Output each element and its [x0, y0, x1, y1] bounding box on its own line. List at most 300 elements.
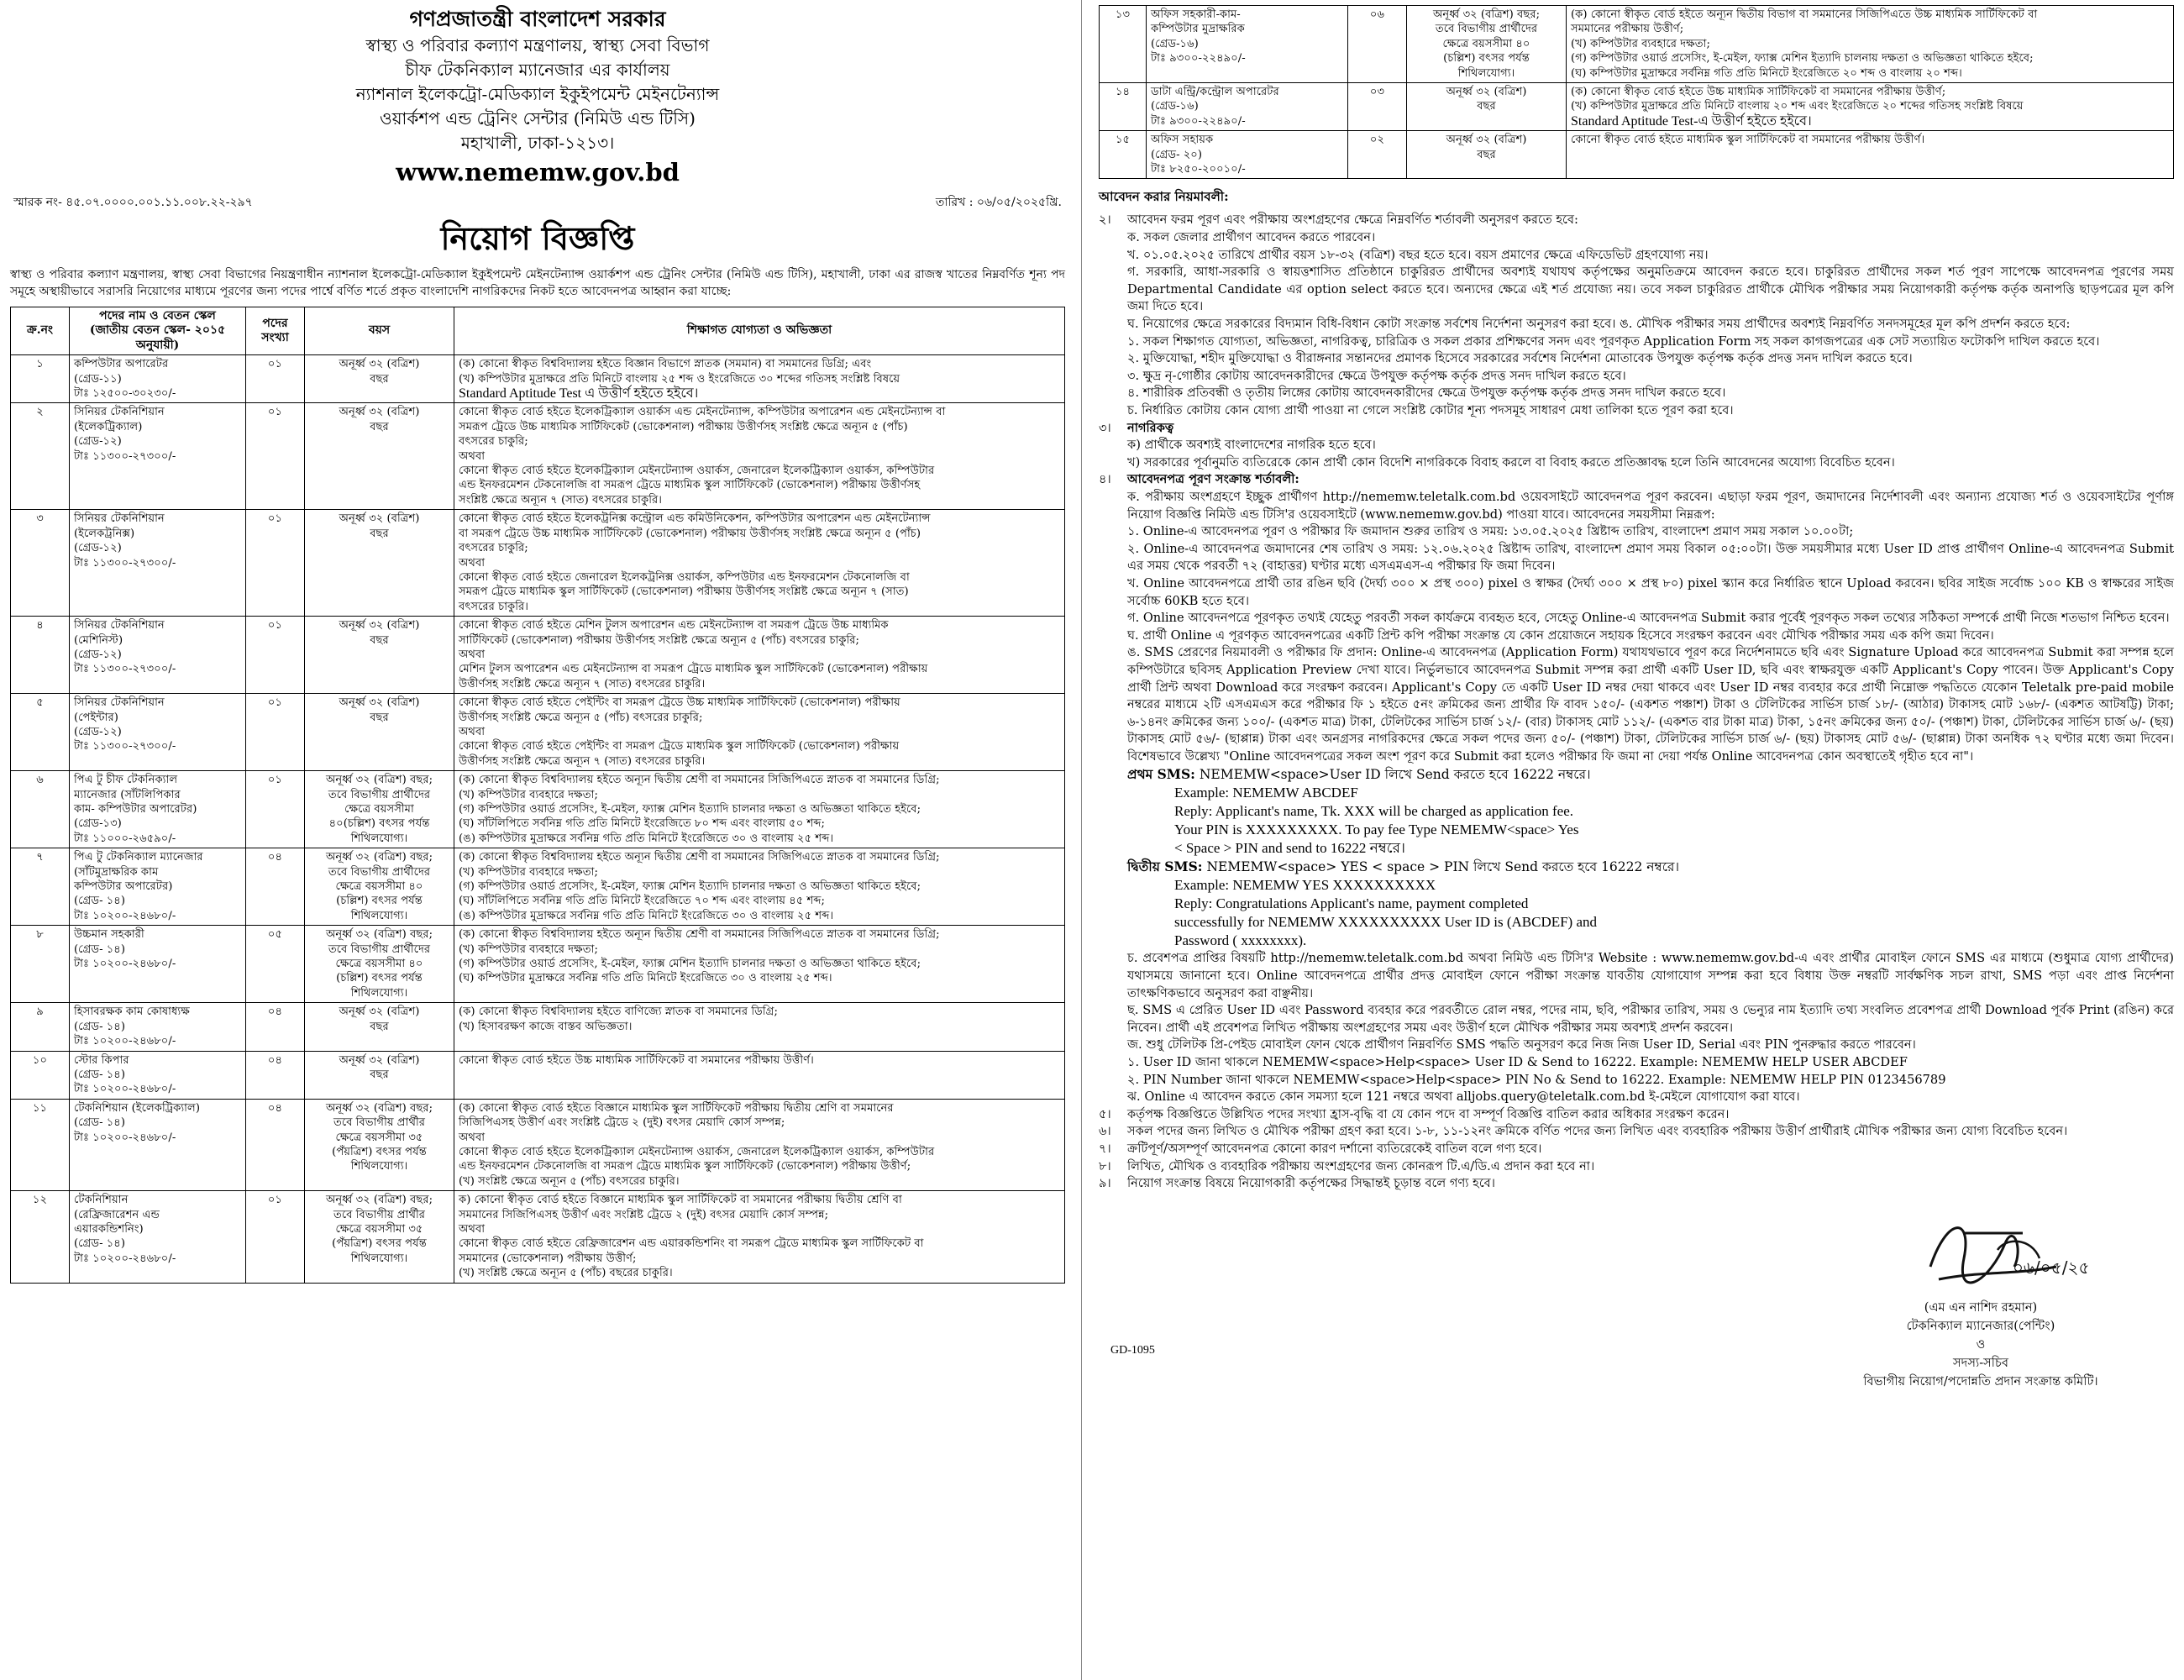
signatory-name: (এম এন নাশিদ রহমান): [1924, 1299, 2038, 1315]
office-line: চীফ টেকনিক্যাল ম্যানেজার এর কার্যালয়: [405, 60, 670, 80]
table-row: [11, 1003, 1065, 1051]
qual-line: কোনো স্বীকৃত বোর্ড হইতে পেইন্টিং বা সমরূপ ট্রেডে উচ্চ মাধ্যমিক সার্টিফিকেট (ভোকেশনাল) পরীক্ষায়: [459, 696, 900, 710]
rule-sub-item: ঙ. SMS প্রেরণের নিয়মাবলী ও পরীক্ষার ফি প্রদান: Online-এ আবেদনপত্র (Application Form) যথাযথভাবে পূরণ করে নির্দেশনামতে ছবি এবং Signature Upload করে আবেদনপত্র Submit করা সম্পন্ন হলে কম্পিউটারে ছবিসহ Application Preview দেখা যাবে। নির্ভুলভাবে আবেদনপত্র Submit সম্পন্ন করা প্রার্থী একটি User ID, ছবি এবং স্বাক্ষরযুক্ত একটি Applicant's Copy পাবেন। উক্ত Applicant's Copy প্রার্থী প্রিন্ট অথবা Download করে সংরক্ষণ করবেন। Applicant's Copy তে একটি User ID নম্বর দেয়া থাকবে এবং User ID নম্বর ব্যবহার করে প্রার্থী নিম্নোক্ত পদ্ধতিতে যেকোন Teletalk pre-paid mobile নম্বরের মাধ্যমে ২টি এসএমএস করে পরীক্ষার ফি ১ হইতে ৫নং ক্রমিকের জন্য প্রার্থীর ফি বাবদ ১৫০/- (একশত পঞ্চাশ) টাকা ও টেলিটকের সার্ভিস চার্জ ১৮/- (আঠার) টাকাসহ মোট ১৬৮/- (একশত আটষট্টি) টাকা; ৬-১৪নং ক্রমিকের জন্য ১০০/- (একশত মাত্র) টাকা, টেলিটকের সার্ভিস চার্জ ১২/- (বার) টাকাসহ মোট ১১২/- (একশত বার টাকা মাত্র) টাকা, ১৫নং ক্রমিকের জন্য ৫০/- (পঞ্চাশ) টাকা, টেলিটকের সার্ভিস চার্জ ৬/- (ছয়) টাকাসহ মোট ৫৬/- (ছাপ্পান্ন) টাকা এবং অনগ্রসর নাগরিকদের ক্ষেত্রে সকল পদের জন্য ৫০/- (পঞ্চাশ) টাকা, টেলিটকের সার্ভিস চার্জ ৬/- (ছয়) টাকাসহ মোট ৫৬/- (ছাপ্পান্ন) টাকা অনধিক ৭২ ঘণ্টার মধ্যে জমা দিবেন। বিশেষভাবে উল্লেখ্য "Online আবেদনপত্রের সকল অংশ পূরণ করে Submit করা হলেও পরীক্ষার ফি জমা না দেয়া পর্যন্ত Online আবেদনপত্র কোন অবস্থাতেই গৃহীত হবে না"।: [1127, 645, 2174, 764]
institute-line: ন্যাশনাল ইলেকট্রো-মেডিক্যাল ইকুইপমেন্ট মেইনটেন্যান্স: [355, 84, 720, 104]
qual-line: সার্টিফিকেট (ভোকেশনাল) পরীক্ষায় উত্তীর্ণসহ সংশ্লিষ্ট ক্ষেত্রে অন্যূন ৫ (পাঁচ) বৎসরের চাকুরি;: [459, 633, 859, 647]
post-line: টাঃ ১১০০০-২৬৫৯০/-: [74, 832, 176, 845]
qual-line: এন্ড ইনফরমেশন টেকনোলজি বা সমরূপ ট্রেডে মাধ্যমিক স্কুল সার্টিফিকেট (ভোকেশনাল) পরীক্ষায় উত্তীর্ণসহ: [459, 479, 921, 492]
row-count: ০৪: [246, 1099, 305, 1190]
row-post: [70, 694, 246, 771]
age-line: বছর: [370, 633, 389, 647]
qual-line: Standard Aptitude Test এ উত্তীর্ণ হইতে হইবে।: [459, 386, 699, 402]
row-qual: [454, 1003, 1065, 1051]
age-line: অনূর্ধ্ব ৩২ (বত্রিশ): [339, 619, 420, 633]
post-line: কম্পিউটার মুদ্রাক্ষরিক: [1151, 23, 1245, 36]
row-age: [305, 1051, 454, 1099]
col-sl: ক্র.নং: [11, 307, 70, 355]
qual-line: অথবা: [459, 556, 486, 570]
tail-rule: [1099, 1141, 2174, 1158]
age-line: অনূর্ধ্ব ৩২ (বত্রিশ): [1446, 134, 1527, 147]
age-line: ৪০(চল্লিশ) বৎসর পর্যন্ত: [328, 817, 430, 831]
qual-line: (ঘ) সাঁটলিপিতে সর্বনিম্ন গতি প্রতি মিনিটে ইংরেজিতে ৭০ শব্দ এবং বাংলায় ৪৫ শব্দ;: [459, 895, 826, 908]
row-count: ০২: [1348, 131, 1407, 179]
rule-sub-item: ২. মুক্তিযোদ্ধা, শহীদ মুক্তিযোদ্ধা ও বীরাঙ্গনার সন্তানদের প্রমাণক হিসেবে সরকারের সর্বশেষ নির্দেশনা মোতাবেক উপযুক্ত কর্তৃপক্ষ কর্তৃক প্রদত্ত সনদ দাখিল করতে হবে।: [1127, 351, 1913, 366]
post-line: পিএ টু চীফ টেকনিক্যাল: [74, 774, 178, 787]
post-line: (গ্রেড- ২০): [1151, 148, 1203, 161]
table-row: [11, 771, 1065, 848]
post-line: টাঃ ১১৩০০-২৭৩০০/-: [74, 663, 176, 676]
age-line: শিথিলযোগ্য।: [350, 1160, 408, 1173]
qual-line: অথবা: [459, 1131, 486, 1144]
row-sl: ২: [11, 403, 70, 510]
qual-line: অথবা: [459, 648, 486, 661]
second-sms: [1099, 858, 2174, 876]
rule-sub-item: খ) সরকারের পূর্বানুমতি ব্যতিরেকে কোন প্রার্থী কোন বিদেশি নাগরিককে বিবাহ করলে বা বিবাহ করতে প্রতিজ্ঞাবদ্ধ হলে তিনি আবেদনের অযোগ্য বিবেচিত হবেন।: [1127, 454, 1895, 470]
first-sms: [1099, 765, 2174, 784]
qual-line: (ক) কোনো স্বীকৃত বিশ্ববিদ্যালয় হইতে অন্যূন দ্বিতীয় শ্রেণী বা সমমানের সিজিপিএতে স্নাতক বা সমমানের ডিগ্রি;: [459, 851, 940, 864]
letterhead: [10, 5, 1065, 187]
jobs-table-body: [11, 355, 1065, 1283]
age-line: তবে বিভাগীয় প্রার্থীর: [333, 1208, 426, 1221]
post-line: (মেশিনিস্ট): [74, 633, 123, 647]
institute-line-2: ওয়ার্কশপ এন্ড ট্রেনিং সেন্টার (নিমিউ এন্ড টিসি): [380, 108, 696, 129]
row-sl: ৭: [11, 848, 70, 926]
row-post: [70, 1191, 246, 1283]
age-line: বছর: [370, 711, 389, 724]
rule-body: আবেদনপত্র পূরণ সংক্রান্ত শর্তাবলী:: [1127, 472, 1299, 487]
post-line: (গ্রেড- ১৪): [74, 942, 125, 956]
rule-sub-item: ১. Online-এ আবেদনপত্র পূরণ ও পরীক্ষার ফি জমাদান শুরুর তারিখ ও সময়: ১৩.০৫.২০২৫ খ্রিষ্টাব্দ তারিখ, বাংলাদেশ প্রমাণ সময় সকাল ১০.০০টা;: [1127, 524, 1854, 539]
qual-line: (ক) কোনো স্বীকৃত বোর্ড হইতে অন্যূন দ্বিতীয় বিভাগ বা সমমানের সিজিপিএতে উচ্চ মাধ্যমিক সার্টিফিকেট বা: [1571, 8, 2038, 21]
website: www.nememw.gov.bd: [396, 158, 680, 186]
qual-line: (ক) কোনো স্বীকৃত বোর্ড হইতে উচ্চ মাধ্যমিক সার্টিফিকেট বা সমমানের পরীক্ষায় উত্তীর্ণ;: [1571, 86, 1946, 99]
qual-line: (খ) কম্পিউটার ব্যবহারে দক্ষতা;: [1571, 37, 1710, 50]
row-qual: [454, 355, 1065, 403]
first-sms-text: NEMEMW<space>User ID লিখে Send করতে হবে 16222 নম্বরে।: [1199, 767, 1591, 783]
post-line: (গ্রেড- ১৪): [74, 895, 125, 908]
qual-line: সমরূপ ট্রেডে উচ্চ মাধ্যমিক সার্টিফিকেট (ভোকেশনাল) পরীক্ষায় উত্তীর্ণসহ সংশ্লিষ্ট ক্ষেত্রে অন্যূন ৫ (পাঁচ): [459, 420, 908, 433]
row-post: [70, 1003, 246, 1051]
row-sl: ৩: [11, 510, 70, 617]
post-line: (ইলেকট্রনিক্স): [74, 527, 135, 540]
qual-line: উত্তীর্ণসহ সংশ্লিষ্ট ক্ষেত্রে অন্যূন ৭ (সাত) বৎসরের চাকুরি।: [459, 677, 706, 690]
post-line: (গ্রেড- ১৪): [74, 1068, 125, 1081]
table-row: [11, 510, 1065, 617]
qual-line: কোনো স্বীকৃত বোর্ড হইতে মেশিন টুলস অপারেশন এন্ড মেইনটেন্যান্স বা সমরূপ ট্রেডে উচ্চ মাধ্যমিক: [459, 619, 889, 633]
qual-line: সিজিপিএসহ উত্তীর্ণ এবং সংশ্লিষ্ট ট্রেডে ২ (দুই) বৎসর মেয়াদি কোর্স সম্পন্ন;: [459, 1116, 785, 1130]
row-sl: ১০: [11, 1051, 70, 1099]
rule-sub-item: জ. শুধু টেলিটক প্রি-পেইড মোবাইল ফোন থেকে প্রার্থীগণ নিম্নবর্ণিত SMS পদ্ধতি অনুসরণ করে নিজ নিজ User ID, Serial এবং PIN পুনরুদ্ধার করতে পারবেন।: [1127, 1037, 1916, 1053]
row-sl: ১৩: [1100, 6, 1147, 83]
address-line: মহাখালী, ঢাকা-১২১৩।: [460, 133, 615, 153]
post-line: টাঃ ৯৩০০-২২৪৯০/-: [1151, 52, 1246, 66]
qual-line: (ক) কোনো স্বীকৃত বিশ্ববিদ্যালয় হইতে অন্যূন দ্বিতীয় শ্রেণী বা সমমানের সিজিপিএতে স্নাতক বা সমমানের ডিগ্রি;: [459, 928, 940, 942]
row-count: ০৬: [1348, 6, 1407, 83]
post-line: সিনিয়র টেকনিশিয়ান: [74, 406, 165, 419]
post-line: (গ্রেড-১২): [74, 725, 122, 738]
age-line: অনূর্ধ্ব ৩২ (বত্রিশ) বছর;: [325, 1194, 433, 1207]
post-line: (ইলেকট্রিক্যাল): [74, 420, 143, 433]
signatory-designation: টেকনিক্যাল ম্যানেজার(পেন্টিং): [1906, 1318, 2055, 1333]
qual-line: (ঘ) সাঁটলিপিতে সর্বনিম্ন গতি প্রতি মিনিটে ইংরেজিতে ৮০ শব্দ এবং বাংলায় ৫০ শব্দ;: [459, 817, 826, 831]
age-line: অনূর্ধ্ব ৩২ (বত্রিশ): [339, 1053, 420, 1067]
post-line: কম্পিউটার অপারেটর: [74, 358, 169, 371]
qual-line: সংশ্লিষ্ট ক্ষেত্রে অন্যূন ৭ (সাত) বৎসরের চাকুরি।: [459, 493, 662, 507]
post-line: (গ্রেড-১১): [74, 372, 122, 386]
row-count: ০৪: [246, 1051, 305, 1099]
post-line: (পেইন্টার): [74, 711, 118, 724]
right-column: [1099, 5, 2174, 1675]
age-line: (পঁয়ত্রিশ) বৎসর পর্যন্ত: [332, 1145, 427, 1158]
age-line: বছর: [1477, 148, 1496, 161]
qual-line: কোনো স্বীকৃত বোর্ড হইতে মাধ্যমিক স্কুল সার্টিফিকেট বা সমমানের পরীক্ষায় উত্তীর্ণ।: [1571, 134, 1925, 147]
post-line: টেকনিশিয়ান: [74, 1194, 129, 1207]
signature-date: ০৬/০৫/২৫: [2013, 1257, 2090, 1278]
row-qual: [454, 1051, 1065, 1099]
qual-line: (গ) কম্পিউটার ওয়ার্ড প্রসেসিং, ই-মেইল, ফ্যাক্স মেশিন ইত্যাদি চালনায় দক্ষতা ও অভিজ্ঞতা থাকিতে হইবে;: [1571, 52, 2034, 66]
row-post: [70, 1099, 246, 1190]
sms-line: Reply: Congratulations Applicant's name, payment completed: [1174, 895, 1529, 912]
post-line: স্টোর কিপার: [74, 1053, 129, 1067]
rule-num: ৬।: [1099, 1124, 1111, 1139]
row-post: [70, 403, 246, 510]
age-line: শিথিলযোগ্য।: [350, 832, 408, 845]
sms-line: successfully for NEMEMW XXXXXXXXXX User ID is (ABCDEF) and: [1174, 914, 1598, 931]
post-line: (গ্রেড-১৩): [74, 817, 122, 831]
qual-line: (গ) কম্পিউটার ওয়ার্ড প্রসেসিং, ই-মেইল, ফ্যাক্স মেশিন ইত্যাদি চালনার দক্ষতা ও অভিজ্ঞতা থাকিতে হইবে;: [459, 958, 921, 971]
post-line: টাঃ ৯৩০০-২২৪৯০/-: [1151, 114, 1246, 128]
post-line: (গ্রেড-১২): [74, 435, 122, 449]
qual-line: (ক) কোনো স্বীকৃত বিশ্ববিদ্যালয় হইতে বাণিজ্যে স্নাতক বা সমমানের ডিগ্রি;: [459, 1005, 778, 1019]
signatory-committee: বিভাগীয় নিয়োগ/পদোন্নতি প্রদান সংক্রান্ত কমিটি।: [1863, 1373, 2098, 1389]
sms-line: Example: NEMEMW ABCDEF: [1174, 785, 1358, 801]
age-line: তবে বিভাগীয় প্রার্থীর: [333, 1116, 426, 1130]
post-line: উচ্চমান সহকারী: [74, 928, 144, 942]
tail-rule: [1099, 1123, 2174, 1141]
qual-line: (খ) কম্পিউটার ব্যবহারে দক্ষতা;: [459, 942, 598, 956]
rule-sub-item: চ. প্রবেশপত্র প্রাপ্তির বিষয়টি http://nememw.teletalk.com.bd অথবা নিমিউ এন্ড টিসি'র Website : www.nememw.gov.bd-এ এবং প্রার্থীর মোবাইল ফোনে SMS এর মাধ্যমে (শুধুমাত্র যোগ্য প্রার্থীদের) যথাসময়ে জানানো হবে। Online আবেদনপত্রে প্রার্থীর প্রদত্ত মোবাইল ফোনে পরীক্ষা সংক্রান্ত যাবতীয় যোগাযোগ সম্পন্ন করা হবে বিধায় উক্ত নম্বরটি সার্বক্ষণিক সচল রাখা, SMS পড়া এবং প্রাপ্ত নির্দেশনা তাৎক্ষণিকভাবে অনুসরণ করা বাঞ্ছনীয়।: [1127, 951, 2174, 1000]
qual-line: (ক) কোনো স্বীকৃত বিশ্ববিদ্যালয় হইতে অন্যূন দ্বিতীয় শ্রেণী বা সমমানের সিজিপিএতে স্নাতক বা সমমানের ডিগ্রি;: [459, 774, 940, 787]
qual-line: বা সমরূপ ট্রেডে উচ্চ মাধ্যমিক সার্টিফিকেট (ভোকেশনাল) পরীক্ষায় উত্তীর্ণসহ সংশ্লিষ্ট ক্ষেত্রে অন্যূন ৫ (পাঁচ): [459, 527, 921, 540]
age-line: ক্ষেত্রে বয়সসীমা: [344, 803, 414, 816]
signatory-role: সদস্য-সচিব: [1953, 1355, 2008, 1370]
post-line: হিসাবরক্ষক কাম কোষাধ্যক্ষ: [74, 1005, 190, 1019]
age-line: তবে বিভাগীয় প্রার্থীদের: [1435, 23, 1538, 36]
age-line: তবে বিভাগীয় প্রার্থীদের: [328, 942, 431, 956]
row-qual: [454, 617, 1065, 694]
post-line: সিনিয়র টেকনিশিয়ান: [74, 512, 165, 526]
post-line: সিনিয়র টেকনিশিয়ান: [74, 696, 165, 710]
post-line: (সাঁটমুদ্রাক্ষরিক কাম: [74, 865, 159, 879]
qual-line: অথবা: [459, 449, 486, 463]
age-line: অনূর্ধ্ব ৩২ (বত্রিশ) বছর;: [325, 928, 433, 942]
rule-sub-item: ২. Online-এ আবেদনপত্র জমাদানের শেষ তারিখ ও সময়: ১২.০৬.২০২৫ খ্রিষ্টাব্দ তারিখ, বাংলাদেশ প্রমাণ সময় বিকাল ০৫:০০টা। উক্ত সময়সীমার মধ্যে User ID প্রাপ্ত প্রার্থীগণ Online-এ আবেদনপত্র Submit এর সময় থেকে পরবর্তী ৭২ (বাহাত্তর) ঘণ্টার মধ্যে এসএমএস-এ পরীক্ষার ফি জমা দিবেন।: [1127, 541, 2174, 574]
rule-sub-item: খ. Online আবেদনপত্রে প্রার্থী তার রঙিন ছবি (দৈর্ঘ্য ৩০০ × প্রস্থ ৩০০) pixel ও স্বাক্ষর (দৈর্ঘ্য ৩০০ × প্রস্থ ৮০) pixel স্ক্যান করে নির্ধারিত স্থানে Upload করবেন। ছবির সাইজ সর্বোচ্চ ১০০ KB ও স্বাক্ষরের সাইজ সর্বোচ্চ 60KB হতে হবে।: [1127, 575, 2174, 608]
age-line: (চল্লিশ) বৎসর পর্যন্ত: [336, 972, 423, 985]
age-line: (চল্লিশ) বৎসর পর্যন্ত: [1443, 52, 1530, 66]
row-qual: [1567, 83, 2174, 131]
row-post: [70, 848, 246, 926]
table-row: [11, 1191, 1065, 1283]
rule-3: [1099, 420, 2174, 438]
qual-line: উত্তীর্ণসহ সংশ্লিষ্ট ক্ষেত্রে অন্যূন ৫ (পাঁচ) বৎসরের চাকুরি;: [459, 711, 703, 724]
rule-sub-item: ৩. ক্ষুদ্র নৃ-গোষ্ঠীর কোটায় আবেদনকারীদের ক্ষেত্রে উপযুক্ত কর্তৃপক্ষ কর্তৃক প্রদত্ত সনদ দাখিল করতে হবে।: [1127, 368, 1626, 383]
rule-body: নাগরিকত্ব: [1127, 420, 1174, 435]
post-line: ম্যানেজার (সাঁটলিপিকার: [74, 788, 181, 801]
table-row: [11, 694, 1065, 771]
rule-sub-item: খ. ০১.০৫.২০২৫ তারিখে প্রার্থীর বয়স ১৮-৩২ (বত্রিশ) বছর হতে হবে। বয়স প্রমাণের ক্ষেত্রে এফিডেভিট গ্রহণযোগ্য নয়।: [1127, 247, 1709, 262]
age-line: অনূর্ধ্ব ৩২ (বত্রিশ): [339, 1005, 420, 1019]
table-row: [11, 1099, 1065, 1190]
row-count: ০১: [246, 355, 305, 403]
sms-line: Reply: Applicant's name, Tk. XXX will be charged as application fee.: [1174, 803, 1574, 820]
rule-sub-item: ক. সকল জেলার প্রার্থীগণ আবেদন করতে পারবেন।: [1127, 230, 1376, 245]
second-sms-label: দ্বিতীয় SMS:: [1127, 858, 1203, 875]
qual-line: সমমানের পরীক্ষায় উত্তীর্ণ;: [1571, 23, 1684, 36]
row-sl: ৫: [11, 694, 70, 771]
post-line: (গ্রেড- ১৪): [74, 1116, 125, 1130]
row-count: ০৫: [246, 926, 305, 1003]
signature-area: [1099, 1200, 2174, 1389]
tail-rule: [1099, 1106, 2174, 1124]
qual-line: অথবা: [459, 1222, 486, 1236]
row-post: [1147, 83, 1348, 131]
qual-line: সমমানের সিজিপিএসহ উত্তীর্ণ এবং সংশ্লিষ্ট ট্রেডে ২ (দুই) বৎসর মেয়াদি কোর্স সম্পন্ন;: [459, 1208, 829, 1221]
rule-body: লিখিত, মৌখিক ও ব্যবহারিক পরীক্ষায় অংশগ্রহণের জন্য কোনরূপ টি.এ/ডি.এ প্রদান করা হবে না।: [1127, 1158, 1595, 1173]
age-line: (চল্লিশ) বৎসর পর্যন্ত: [336, 895, 423, 908]
age-line: তবে বিভাগীয় প্রার্থীদের: [328, 788, 431, 801]
qual-line: (ঘ) কম্পিউটার মুদ্রাক্ষরে সর্বনিম্ন গতি প্রতি মিনিটে ইংরেজিতে ৩০ ও বাংলায় ২৫ শব্দ।: [459, 972, 832, 985]
rule-num: ২।: [1099, 213, 1111, 228]
post-line: (গ্রেড- ১৪): [74, 1237, 125, 1251]
jobs-table: [10, 307, 1065, 1284]
rule-body: নিয়োগ সংক্রান্ত বিষয়ে নিয়োগকারী কর্তৃপক্ষের সিদ্ধান্তই চূড়ান্ত বলে গণ্য হবে।: [1127, 1176, 1496, 1191]
table-row: [11, 926, 1065, 1003]
qual-line: কোনো স্বীকৃত বোর্ড হইতে উচ্চ মাধ্যমিক সার্টিফিকেট বা সমমানের পরীক্ষায় উত্তীর্ণ।: [459, 1053, 814, 1067]
row-count: ০১: [246, 617, 305, 694]
row-post: [70, 771, 246, 848]
tail-rule: [1099, 1158, 2174, 1176]
qual-line: (খ) কম্পিউটার মুদ্রাক্ষরে প্রতি মিনিটে বাংলায় ২০ শব্দ এবং ইংরেজিতে ২০ শব্দের গতিসহ সংশ্লিষ্ট বিষয়ে: [1571, 100, 2024, 113]
rule-sub-item: ক. পরীক্ষায় অংশগ্রহণে ইচ্ছুক প্রার্থীগণ http://nememw.teletalk.com.bd ওয়েবসাইটে আবেদনপত্র পূরণ করবেন। এছাড়া ফরম পূরণ, জমাদানের নির্দেশাবলী এবং অন্যান্য প্রযোজ্য শর্ত ও ওয়েবসাইটের পূর্ণাঙ্গ নিয়োগ বিজ্ঞপ্তি নিমিউ এন্ড টিসি'র ওয়েবসাইটে (www.nememw.gov.bd) পাওয়া যাবে। আবেদনের সময়সীমা নিম্নরূপ:: [1127, 489, 2174, 522]
tail-rules: [1099, 1106, 2174, 1193]
qual-line: (ক) কোনো স্বীকৃত বোর্ড হইতে বিজ্ঞানে মাধ্যমিক স্কুল সার্টিফিকেট পরীক্ষায় দ্বিতীয় শ্রেণি বা সমমানের: [459, 1101, 894, 1115]
qual-line: কোনো স্বীকৃত বোর্ড হইতে রেফ্রিজারেশন এন্ড এয়ারকন্ডিশনিং বা সমরূপ ট্রেডে মাধ্যমিক স্কুল সার্টিফিকেট বা: [459, 1237, 924, 1251]
rule-sub-item: ঘ. প্রার্থী Online এ পূরণকৃত আবেদনপত্রের একটি প্রিন্ট কপি পরীক্ষা সংক্রান্ত যে কোন প্রয়োজনে সহায়ক হিসেবে সংরক্ষণ করবেন এবং মৌখিক পরীক্ষার সময় এক কপি জমা দিবেন।: [1127, 627, 1994, 643]
sms-line: Password ( xxxxxxxx).: [1174, 932, 1307, 949]
qual-line: ক) কোনো স্বীকৃত বোর্ড হইতে বিজ্ঞানে মাধ্যমিক স্কুল সার্টিফিকেট বা সমমানের পরীক্ষায় দ্বিতীয় শ্রেণি বা: [459, 1194, 902, 1207]
table-row: [11, 403, 1065, 510]
post-line: টাঃ ১১৩০০-২৭৩০০/-: [74, 740, 176, 753]
row-age: [305, 403, 454, 510]
post-line: টাঃ ৮২৫০-২০০১০/-: [1151, 163, 1246, 176]
qual-line: সমমানের (ভোকেশনাল) পরীক্ষায় উত্তীর্ণ;: [459, 1252, 637, 1265]
row-age: [305, 926, 454, 1003]
rules-title: আবেদন করার নিয়মাবলী:: [1099, 189, 1229, 205]
col-qual: শিক্ষাগত যোগ্যতা ও অভিজ্ঞতা: [454, 307, 1065, 355]
post-line: কাম- কম্পিউটার অপারেটর): [74, 803, 197, 816]
second-sms-lines: [1099, 876, 2174, 950]
second-sms-text: NEMEMW<space> YES < space > PIN লিখে Send করতে হবে 16222 নম্বরে।: [1206, 859, 1679, 875]
rule-num: ৯।: [1099, 1176, 1111, 1191]
post-line: টাঃ ১১৩০০-২৭৩০০/-: [74, 556, 176, 570]
post-line: পিএ টু টেকনিক্যাল ম্যানেজার: [74, 851, 203, 864]
age-line: অনূর্ধ্ব ৩২ (বত্রিশ) বছর;: [1432, 8, 1541, 21]
rule-sub-item: গ. সরকারি, আধা-সরকারি ও স্বায়ত্তশাসিত প্রতিষ্ঠানে চাকুরিরত প্রার্থীদের অবশ্যই যথাযথ কর্তৃপক্ষের অনুমতিক্রমে আবেদন করতে হবে। চাকুরিরত প্রার্থীদের সকল শর্ত পূরণ সাপেক্ষে আবেদনপত্র পূরণের সময় Departmental Candidate এর option select করতে হবে। অন্যদের ক্ষেত্রে এই শর্ত প্রযোজ্য নয়। তবে সকল চাকুরিরত প্রার্থীকে মৌখিক পরীক্ষার সময় নিয়োগকারী কর্তৃপক্ষ কর্তৃক অনাপত্তি ছাড়পত্রের মূল কপি জমা দিতে হবে।: [1127, 265, 2175, 314]
row-post: [70, 510, 246, 617]
post-line: টাঃ ১০২০০-২৪৬৮০/-: [74, 909, 176, 922]
age-line: অনূর্ধ্ব ৩২ (বত্রিশ): [339, 696, 420, 710]
age-line: শিথিলযোগ্য।: [350, 909, 408, 922]
row-qual: [454, 848, 1065, 926]
qual-line: (গ) কম্পিউটার ওয়ার্ড প্রসেসিং, ই-মেইল, ফ্যাক্স মেশিন ইত্যাদি চালনার দক্ষতা ও অভিজ্ঞতা থাকিতে হইবে;: [459, 880, 921, 894]
age-line: বছর: [370, 372, 389, 386]
ministry-line: স্বাস্থ্য ও পরিবার কল্যাণ মন্ত্রণালয়, স্বাস্থ্য সেবা বিভাগ: [365, 35, 710, 55]
qual-line: বৎসরের চাকুরি;: [459, 542, 528, 555]
rule-num: ৪।: [1099, 472, 1111, 487]
age-line: ক্ষেত্রে বয়সসীমা ৪০: [1442, 37, 1530, 50]
row-age: [305, 510, 454, 617]
row-sl: ১৪: [1100, 83, 1147, 131]
post-line: (গ্রেড-১২): [74, 542, 122, 555]
row-age: [305, 1099, 454, 1190]
age-line: তবে বিভাগীয় প্রার্থীদের: [328, 865, 431, 879]
row-sl: ১: [11, 355, 70, 403]
rule-2: [1099, 212, 2174, 229]
footer-code: GD-1095: [1110, 1343, 1155, 1357]
row-count: ০১: [246, 510, 305, 617]
qual-line: (খ) সংশ্লিষ্ট ক্ষেত্রে অন্যূন ৫ (পাঁচ) বছরের চাকুরি।: [459, 1267, 673, 1280]
row-count: ০৪: [246, 1003, 305, 1051]
row-post: [70, 355, 246, 403]
jobs-table-continued: [1099, 5, 2174, 179]
age-line: ক্ষেত্রে বয়সসীমা ৩৫: [335, 1222, 423, 1236]
table-row: [11, 848, 1065, 926]
row-count: ০১: [246, 403, 305, 510]
qual-line: মেশিন টুলস অপারেশন এন্ড মেইনটেন্যান্স বা সমরূপ ট্রেডে মাধ্যমিক স্কুল সার্টিফিকেট (ভোকেশনাল) পরীক্ষায়: [459, 663, 928, 676]
age-line: শিথিলযোগ্য।: [350, 1252, 408, 1265]
rule-sub-item: চ. নির্ধারিত কোটায় কোন যোগ্য প্রার্থী পাওয়া না গেলে সংশ্লিষ্ট কোটার শূন্য পদসমূহ সাধারণ মেধা তালিকা হতে পূরণ করা হবে।: [1127, 403, 1734, 417]
row-qual: [454, 1099, 1065, 1190]
row-sl: ১১: [11, 1099, 70, 1190]
age-line: অনূর্ধ্ব ৩২ (বত্রিশ) বছর;: [325, 851, 433, 864]
qual-line: কোনো স্বীকৃত বোর্ড হইতে ইলেকট্রিক্যাল মেইনটেন্যান্স ওয়ার্কস, জেনারেল ইলেকট্রিক্যাল ওয়ার্কস, কম্পিউটার: [459, 465, 935, 478]
qual-line: (ক) কোনো স্বীকৃত বিশ্ববিদ্যালয় হইতে বিজ্ঞান বিভাগে স্নাতক (সমমান) বা সমমানের ডিগ্রি; এবং: [459, 358, 872, 371]
table-row: [1100, 131, 2174, 179]
post-line: অফিস সহায়ক: [1151, 134, 1214, 147]
qual-line: (খ) কম্পিউটার ব্যবহারে দক্ষতা;: [459, 865, 598, 879]
post-line: (গ্রেড-১২): [74, 648, 122, 661]
post-line: এয়ারকন্ডিশনিং): [74, 1222, 144, 1236]
post-line: সিনিয়র টেকনিশিয়ান: [74, 619, 165, 633]
age-line: বছর: [370, 420, 389, 433]
qual-line: (খ) কম্পিউটার ব্যবহারে দক্ষতা;: [459, 788, 598, 801]
age-line: ক্ষেত্রে বয়সসীমা ৩৫: [335, 1131, 423, 1144]
post-line: টাঃ ১১৩০০-২৭৩০০/-: [74, 449, 176, 463]
sms-line: Your PIN is XXXXXXXXX. To pay fee Type NEMEMW<space> Yes: [1174, 822, 1579, 838]
row-age: [305, 1191, 454, 1283]
age-line: অনূর্ধ্ব ৩২ (বত্রিশ): [1446, 86, 1527, 99]
age-line: অনূর্ধ্ব ৩২ (বত্রিশ): [339, 406, 420, 419]
qual-line: কোনো স্বীকৃত বোর্ড হইতে পেইন্টিং বা সমরূপ ট্রেডে মাধ্যমিক স্কুল সার্টিফিকেট (ভোকেশনাল) পরীক্ষায়: [459, 740, 900, 753]
post-line: অফিস সহকারী-কাম-: [1151, 8, 1241, 21]
post-line: (গ্রেড-১৬): [1151, 100, 1199, 113]
age-line: অনূর্ধ্ব ৩২ (বত্রিশ): [339, 358, 420, 371]
rule-body: সকল পদের জন্য লিখিত ও মৌখিক পরীক্ষা গ্রহণ করা হবে। ১-৮, ১১-১২নং ক্রমিকে বর্ণিত পদের জন্য লিখিত এবং ব্যবহারিক পরীক্ষায় উত্তীর্ণ প্রার্থীরাই মৌখিক পরীক্ষার জন্য যোগ্য বিবেচিত হবেন।: [1127, 1124, 2068, 1139]
row-age: [305, 355, 454, 403]
rule-num: ৮।: [1099, 1158, 1111, 1173]
row-sl: ১২: [11, 1191, 70, 1283]
row-qual: [1567, 131, 2174, 179]
rule-num: ৫।: [1099, 1106, 1111, 1121]
post-line: (গ্রেড- ১৪): [74, 1020, 125, 1033]
qual-line: অথবা: [459, 725, 486, 738]
row-post: [1147, 6, 1348, 83]
age-line: বছর: [370, 1068, 389, 1081]
row-sl: ৬: [11, 771, 70, 848]
post-line: (রেফ্রিজারেশন এন্ড: [74, 1208, 160, 1221]
age-line: ক্ষেত্রে বয়সসীমা ৪০: [335, 880, 423, 894]
qual-line: এন্ড ইনফরমেশন টেকনোলজি বা সমরূপ ট্রেডে মাধ্যমিক স্কুল সার্টিফিকেট (ভোকেশনাল) পরীক্ষায় উত্তীর্ণ;: [459, 1160, 911, 1173]
row-count: ০৩: [1348, 83, 1407, 131]
qual-line: (খ) হিসাবরক্ষণ কাজে বাস্তব অভিজ্ঞতা।: [459, 1020, 633, 1033]
row-count: ০১: [246, 694, 305, 771]
rule-sub-item: ক) প্রার্থীকে অবশ্যই বাংলাদেশের নাগরিক হতে হবে।: [1127, 438, 1376, 453]
qual-line: (খ) কম্পিউটার মুদ্রাক্ষরে প্রতি মিনিটে বাংলায় ২৫ শব্দ ও ইংরেজিতে ৩০ শব্দের গতিসহ সংশ্লিষ্ট বিষয়ে: [459, 372, 900, 386]
memo-date: তারিখ : ০৬/০৫/২০২৫খ্রি.: [935, 196, 1062, 209]
rule-4-more-subs: [1099, 950, 2174, 1105]
qual-line: উত্তীর্ণসহ সংশ্লিষ্ট ক্ষেত্রে অন্যূন ৭ (সাত) বৎসরের চাকুরি।: [459, 754, 706, 768]
row-post: [1147, 131, 1348, 179]
row-post: [70, 1051, 246, 1099]
rule-body: আবেদন ফরম পূরণ এবং পরীক্ষায় অংশগ্রহণের ক্ষেত্রে নিম্নবর্ণিত শর্তাবলী অনুসরণ করতে হবে:: [1127, 213, 1578, 228]
row-qual: [454, 403, 1065, 510]
first-sms-lines: [1099, 784, 2174, 858]
sms-line: Example: NEMEMW YES XXXXXXXXXX: [1174, 877, 1436, 894]
post-line: টাঃ ১২৫০০-৩০২৩০/-: [74, 387, 176, 401]
age-line: শিথিলযোগ্য।: [1457, 66, 1515, 80]
row-sl: ৯: [11, 1003, 70, 1051]
signatory-conj: ও: [1976, 1336, 1986, 1352]
table-row: [11, 1051, 1065, 1099]
row-post: [70, 617, 246, 694]
age-line: (পঁয়ত্রিশ) বৎসর পর্যন্ত: [332, 1237, 427, 1251]
age-line: অনূর্ধ্ব ৩২ (বত্রিশ) বছর;: [325, 774, 433, 787]
rule-sub-item: ঘ. নিয়োগের ক্ষেত্রে সরকারের বিদ্যমান বিধি-বিধান কোটা সংক্রান্ত সর্বশেষ নির্দেশনা অনুসরণ করা হবে। ঙ. মৌখিক পরীক্ষার সময় প্রার্থীদের অবশ্যই নিম্নবর্ণিত সনদসমূহের মূল কপি প্রদর্শন করতে হবে:: [1127, 317, 2071, 332]
age-line: ক্ষেত্রে বয়সসীমা ৪০: [335, 958, 423, 971]
age-line: বছর: [1477, 100, 1496, 113]
table-row: [1100, 6, 2174, 83]
row-qual: [454, 771, 1065, 848]
row-qual: [454, 926, 1065, 1003]
rule-num: ৩।: [1099, 420, 1111, 435]
rule-4-subs: [1099, 489, 2174, 766]
row-count: ০৪: [246, 848, 305, 926]
post-line: (গ্রেড-১৬): [1151, 37, 1199, 50]
signature-image: [1914, 1200, 2090, 1300]
rule-body: কর্তৃপক্ষ বিজ্ঞপ্তিতে উল্লিখিত পদের সংখ্যা হ্রাস-বৃদ্ধি বা যে কোন পদে বা সম্পূর্ণ বিজ্ঞপ্তি বাতিল করার অধিকার সংরক্ষণ করেন।: [1127, 1106, 1730, 1121]
rule-num: ৭।: [1099, 1142, 1111, 1156]
notice-title: নিয়োগ বিজ্ঞপ্তি: [440, 219, 635, 257]
sms-line: < Space > PIN and send to 16222 নম্বরে।: [1174, 840, 1406, 857]
memo-row: [10, 192, 1065, 213]
row-age: [305, 694, 454, 771]
qual-line: বৎসরের চাকুরি;: [459, 435, 528, 449]
row-count: ০১: [246, 771, 305, 848]
age-line: অনূর্ধ্ব ৩২ (বত্রিশ) বছর;: [325, 1101, 433, 1115]
row-age: [305, 848, 454, 926]
table-row: [11, 355, 1065, 403]
